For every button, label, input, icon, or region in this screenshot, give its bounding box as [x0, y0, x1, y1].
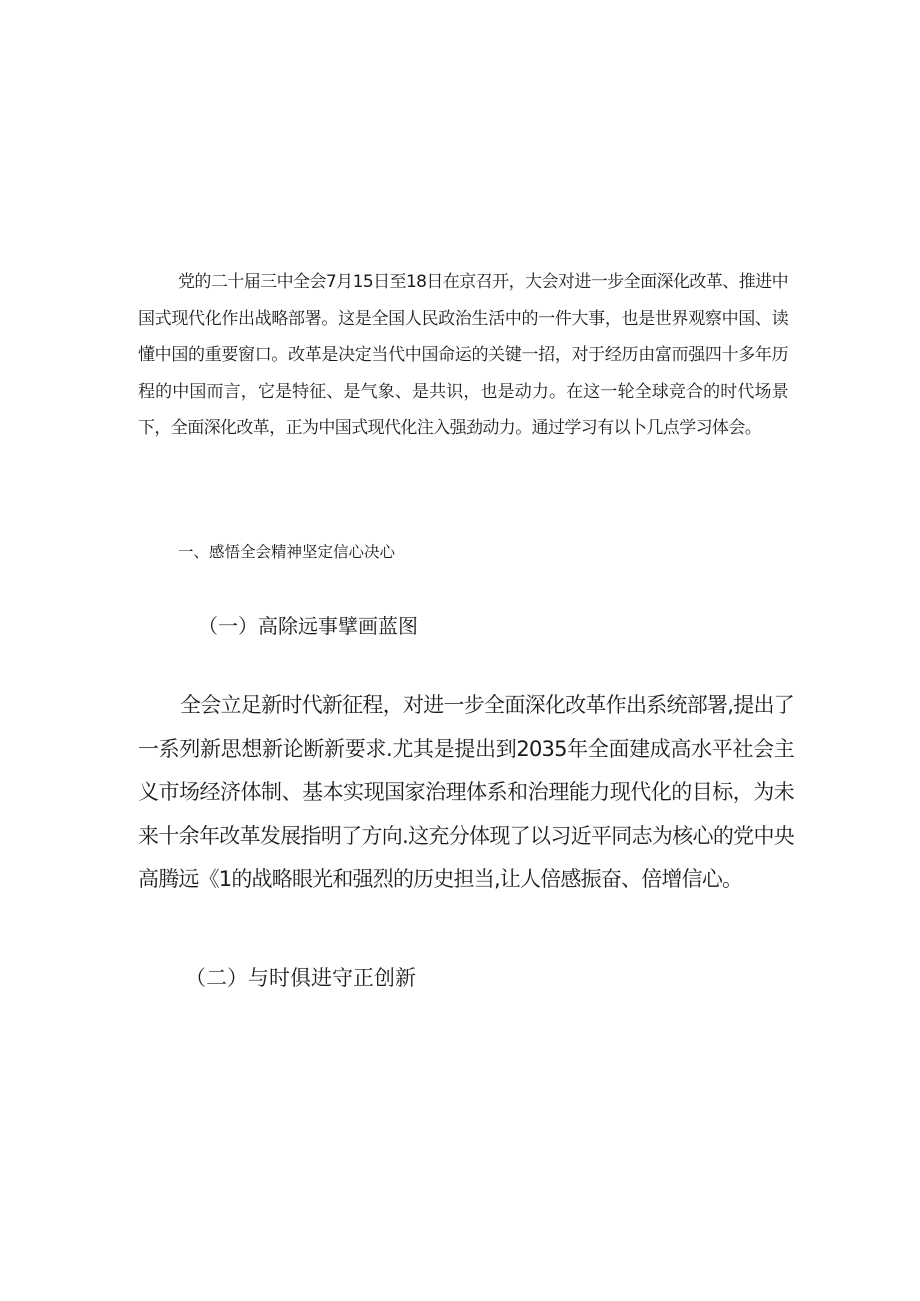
intro-paragraph: 党的二十届三中全会7月15日至18日在京召开，大会对进一步全面深化改革、推进中国式现代化作出战略部署。这是全国人民政治生活中的一件大事，也是世界观察中国、读懂中国的重要窗口。改革是决定当代中国命运的关键一招，对于经历由富而强四十多年历程的中国而言，它是特征、是气象、是共识，也是动力。在这一轮全球竞合的时代场景下，全面深化改革，正为中国式现代化注入强劲动力。通过学习有以卜几点学习体会。	[138, 272, 788, 438]
subsection-1-body: 全会立足新时代新征程，对进一步全面深化改革作出系统部署,提出了一系列新思想新论断新要求.尤其是提出到2035年全面建成高水平社会主义市场经济体制、基本实现国家治理体系和治理能力现代化的目标，为未来十余年改革发展指明了方向.这充分体现了以习近平同志为核心的党中央高腾远《1的战略眼光和强烈的历史担当,让人倍感振奋、倍增信心。	[138, 693, 794, 891]
subsection-2-heading: （二）与时俱进守正创新	[185, 966, 416, 990]
subsection-1-heading: （一）高除远事擘画蓝图	[198, 614, 418, 638]
section-heading: 一、感悟全会精神坚定信心决心	[178, 543, 396, 561]
